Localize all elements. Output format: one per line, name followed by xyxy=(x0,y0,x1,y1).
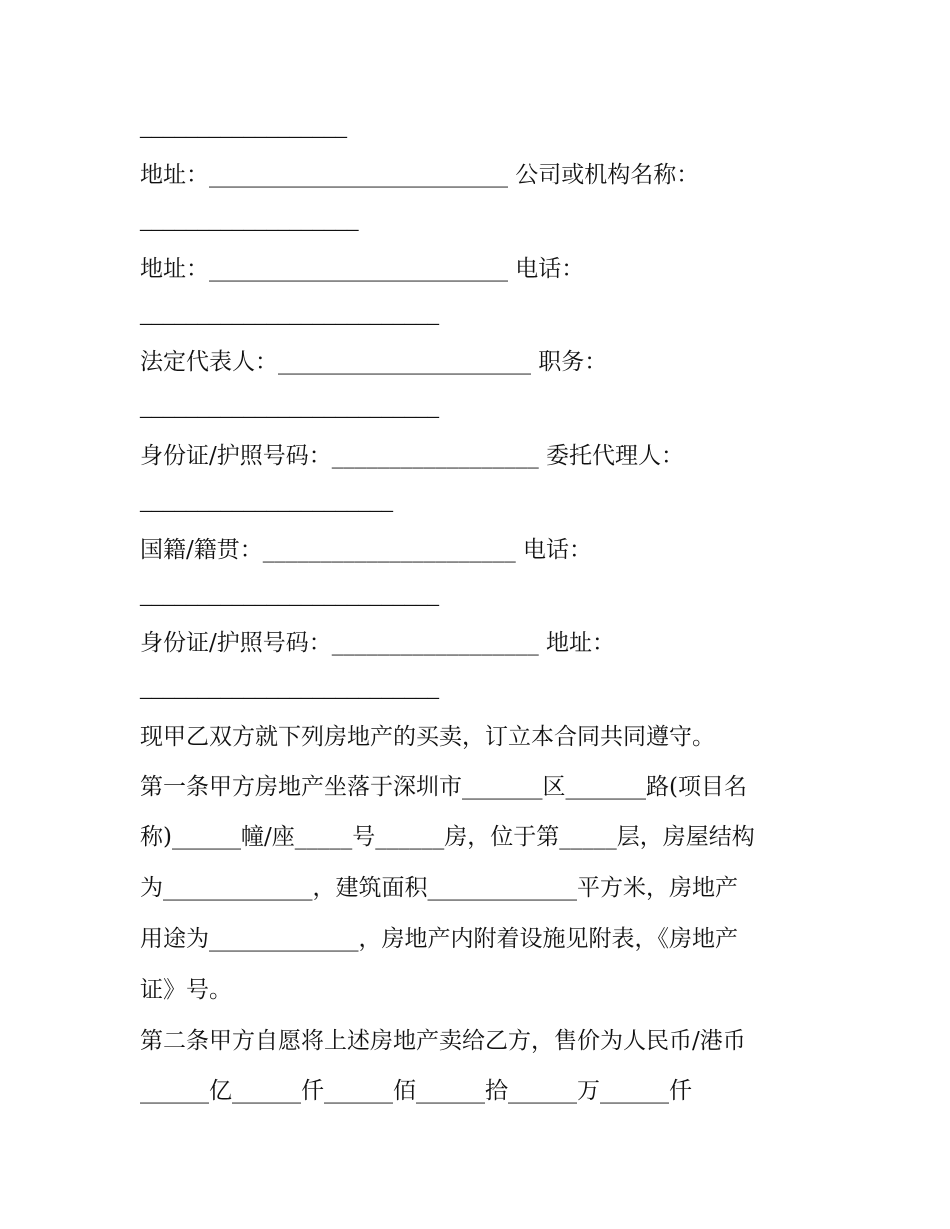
text-line-18: 用途为_____________，房地产内附着设施见附表，《房地产 xyxy=(140,926,738,952)
text-line-11: __________________________ xyxy=(140,583,439,608)
text-line-19: 证》号。 xyxy=(140,977,232,1003)
text-line-10: 国籍/籍贯：______________________ 电话： xyxy=(140,537,593,563)
text-line-7: __________________________ xyxy=(140,395,439,420)
text-line-1: __________________ xyxy=(140,115,347,140)
text-line-6: 法定代表人：______________________ 职务： xyxy=(140,349,608,375)
text-line-21: ______亿______仟______佰______拾______万______仟 xyxy=(140,1078,692,1104)
text-line-17: 为_____________，建筑面积_____________平方米，房地产 xyxy=(140,875,738,901)
text-line-2: 地址：__________________________ 公司或机构名称： xyxy=(140,162,700,188)
text-line-8: 身份证/护照号码：__________________ 委托代理人： xyxy=(140,443,685,469)
text-line-20: 第二条甲方自愿将上述房地产卖给乙方，售价为人民币/港币 xyxy=(140,1028,746,1054)
text-line-9: ______________________ xyxy=(140,489,393,514)
text-line-16: 称)______幢/座_____号______房，位于第_____层，房屋结构 xyxy=(140,824,755,850)
text-line-12: 身份证/护照号码：__________________ 地址： xyxy=(140,630,616,656)
text-line-4: 地址：__________________________ 电话： xyxy=(140,256,585,282)
text-line-3: ___________________ xyxy=(140,208,359,233)
text-line-13: __________________________ xyxy=(140,676,439,701)
text-line-5: __________________________ xyxy=(140,302,439,327)
text-line-14: 现甲乙双方就下列房地产的买卖，订立本合同共同遵守。 xyxy=(140,724,715,750)
text-line-15: 第一条甲方房地产坐落于深圳市_______区_______路(项目名 xyxy=(140,774,747,800)
